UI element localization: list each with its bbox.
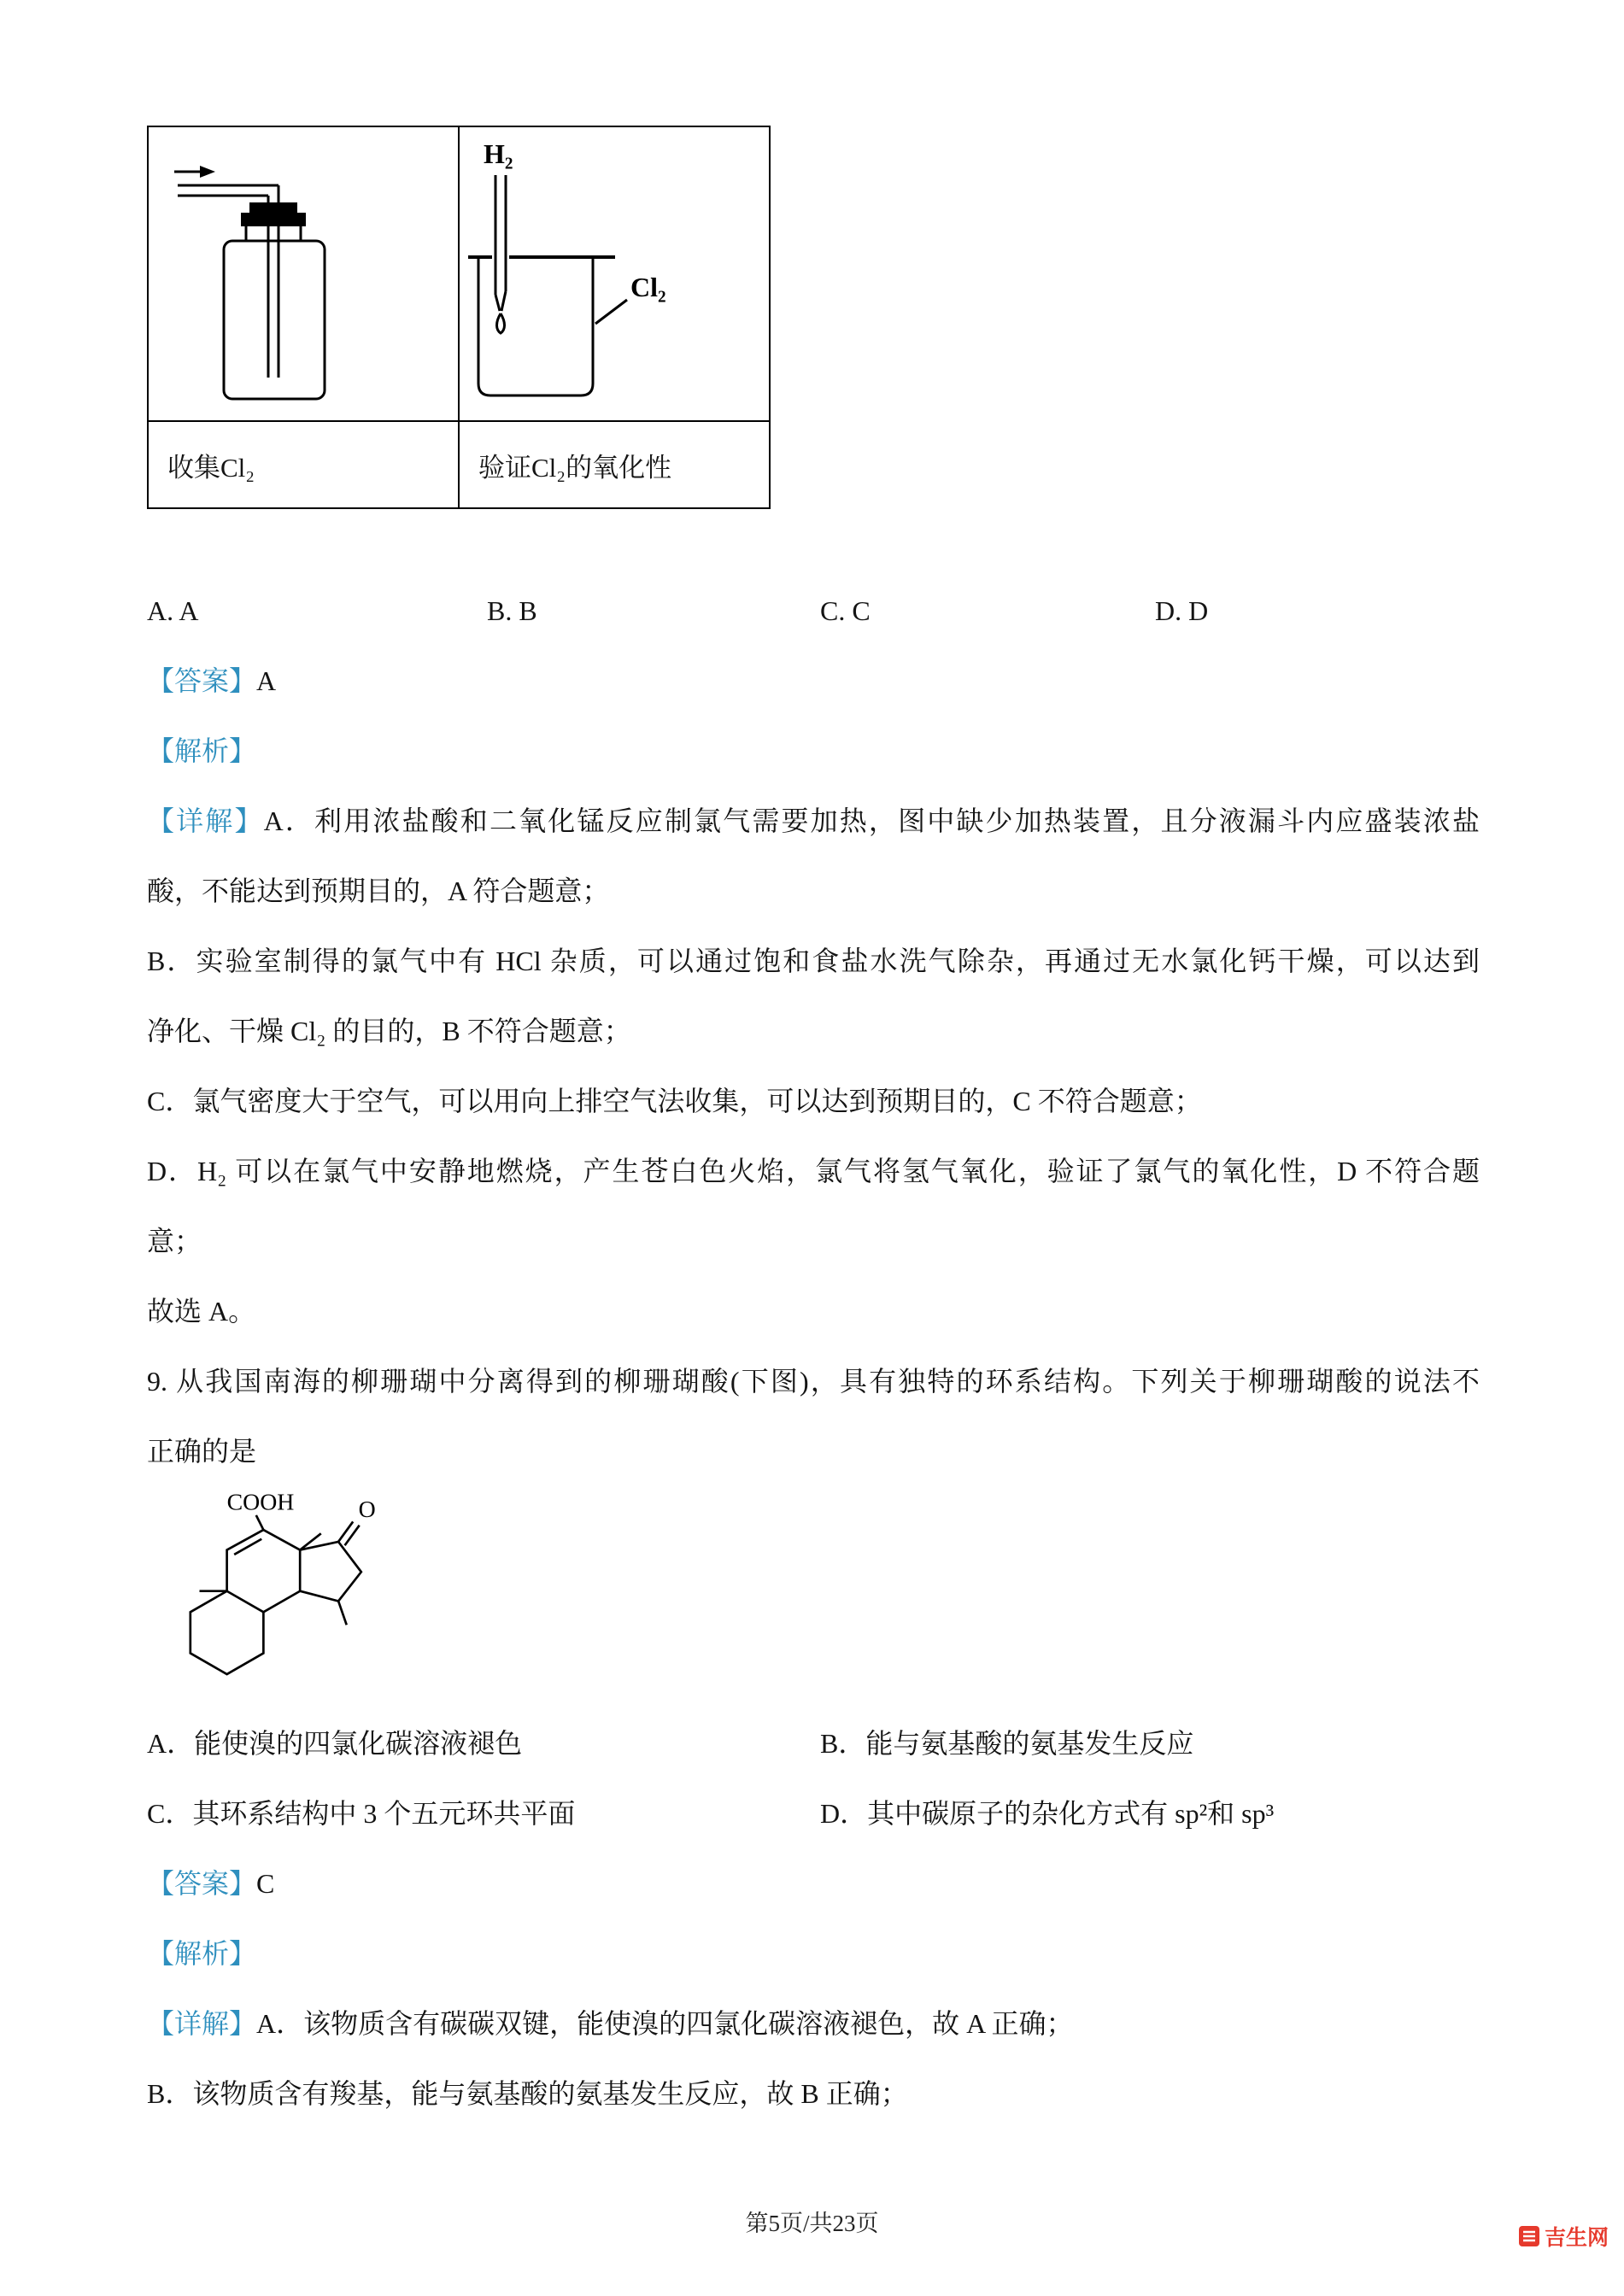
stopper-icon <box>249 202 297 213</box>
q9-option-a: A．能使溴的四氯化碳溶液褪色 <box>147 1728 523 1759</box>
q8-analysis-line <box>147 716 1480 786</box>
q9-option-d: D．其中碳原子的杂化方式有 sp²和 sp³ <box>820 1798 1275 1829</box>
h2-burning-in-cl2-drawing <box>460 127 767 419</box>
q9-detail-text: A．该物质含有碳碳双键，能使溴的四氯化碳溶液褪色，故 A 正确； <box>256 2008 1074 2039</box>
page-number-indicator: 第5页/共23页 <box>745 2211 879 2236</box>
q8-answer-value: A <box>256 665 277 696</box>
q8-detail-line: 净化、干燥 Cl₂ 的目的，B 不符合题意； <box>147 1016 631 1046</box>
q9-analysis-line <box>147 1918 1480 1988</box>
q9-detail-line <box>147 1988 1480 2059</box>
apparatus-table <box>147 126 771 509</box>
apparatus-verify-cl2-diagram <box>459 126 770 421</box>
chemical-structure-drawing <box>183 1490 439 1700</box>
q9-detail-line: B．该物质含有羧基，能与氨基酸的氨基发生反应，故 B 正确； <box>147 2078 908 2109</box>
site-logo <box>1518 2221 1609 2252</box>
q8-detail-line: 意； <box>147 1226 202 1256</box>
cooh-group-label: COOH <box>226 1490 295 1516</box>
q9-option-b: B．能与氨基酸的氨基发生反应 <box>820 1728 1194 1759</box>
q9-stem-line: 正确的是 <box>147 1436 257 1467</box>
analysis-label: 【解析】 <box>147 735 257 766</box>
q8-option-b: B. B <box>487 595 537 626</box>
page-content <box>147 126 1480 2129</box>
apparatus-collect-cl2-diagram <box>148 126 459 421</box>
answer-label: 【答案】 <box>147 1868 257 1899</box>
detail-label: 【详解】 <box>147 2008 257 2039</box>
gorgonian-acid-structure <box>183 1490 1480 1705</box>
q8-option-c: C. C <box>820 595 871 626</box>
q9-answer-line <box>147 1848 1480 1918</box>
analysis-label: 【解析】 <box>147 1938 257 1969</box>
h2-gas-label: H₂ <box>484 138 513 169</box>
q8-detail-line: 故选 A。 <box>147 1296 256 1327</box>
q8-answer-line <box>147 646 1480 716</box>
cl2-gas-label: Cl₂ <box>630 272 666 302</box>
q8-options-row <box>147 576 1480 646</box>
caption-verify-cl2-oxidizing: 验证Cl₂的氧化性 <box>459 421 770 508</box>
ketone-oxygen-label: O <box>358 1496 376 1524</box>
answer-label: 【答案】 <box>147 665 257 696</box>
q8-detail-line: C．氯气密度大于空气，可以用向上排空气法收集，可以达到预期目的，C 不符合题意； <box>147 1086 1202 1116</box>
gas-flow-arrow-icon <box>200 166 215 178</box>
q9-stem-line: 9. 从我国南海的柳珊瑚中分离得到的柳珊瑚酸(下图)，具有独特的环系结构。下列关于柳珊瑚酸的说法不 <box>147 1366 1480 1397</box>
gas-collection-bottle-drawing <box>149 127 456 419</box>
q9-option-c: C．其环系结构中 3 个五元环共平面 <box>147 1798 576 1829</box>
logo-text: 吉生网 <box>1544 2226 1609 2250</box>
q8-option-d: D. D <box>1155 595 1209 626</box>
q8-detail-line: 酸，不能达到预期目的，A 符合题意； <box>147 876 610 906</box>
q8-detail-line: B．实验室制得的氯气中有 HCl 杂质，可以通过饱和食盐水洗气除杂，再通过无水氯化钙干燥，可以达到 <box>147 946 1480 976</box>
q9-options-grid <box>147 1708 1480 1848</box>
detail-label: 【详解】 <box>147 805 264 836</box>
q9-answer-value: C <box>256 1868 275 1899</box>
q8-option-a: A. A <box>147 595 199 626</box>
q8-detail-line: D．H₂ 可以在氯气中安静地燃烧，产生苍白色火焰，氯气将氢气氧化，验证了氯气的氧化性，D 不符合题 <box>147 1156 1480 1186</box>
q8-detail-line <box>147 786 1480 856</box>
q8-detail-text: A．利用浓盐酸和二氧化锰反应制氯气需要加热，图中缺少加热装置，且分液漏斗内应盛装浓盐 <box>263 805 1480 836</box>
logo-bars-icon <box>1518 2225 1540 2247</box>
caption-collect-cl2: 收集Cl₂ <box>148 421 459 508</box>
flame-icon <box>497 313 505 333</box>
